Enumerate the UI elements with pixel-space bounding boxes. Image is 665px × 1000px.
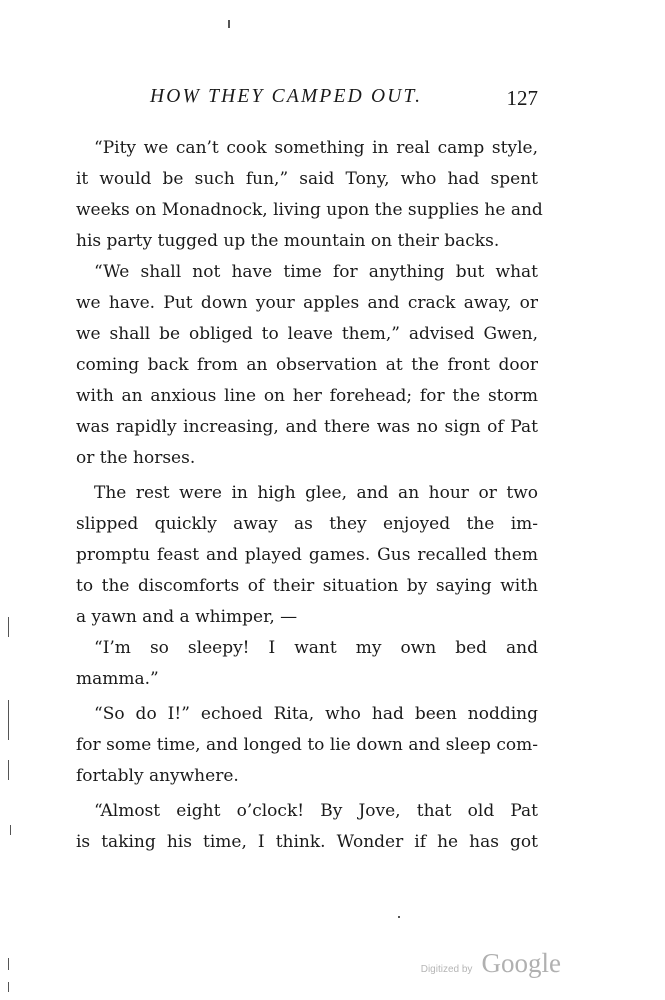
text-line: it would be such fun,” said Tony, who had spent <box>76 169 538 189</box>
scan-speck <box>398 916 400 918</box>
text-line: slipped quickly away as they enjoyed the im- <box>76 514 538 534</box>
page-number: 127 <box>506 86 538 110</box>
body-text <box>76 133 543 858</box>
text-line: fortably anywhere. <box>76 766 239 786</box>
text-line: “We shall not have time for anything but what <box>94 262 538 282</box>
google-logo: Google <box>481 948 561 978</box>
text-line: “So do I!” echoed Rita, who had been nodding <box>94 704 538 724</box>
text-line: or the horses. <box>76 448 196 468</box>
text-line: The rest were in high glee, and an hour or two <box>94 483 538 503</box>
scan-speck <box>8 958 9 970</box>
scan-speck <box>8 982 9 992</box>
text-line: we shall be obliged to leave them,” advised Gwen, <box>76 324 538 344</box>
scan-speck <box>8 760 9 780</box>
text-line: his party tugged up the mountain on their backs. <box>76 231 500 251</box>
text-line: is taking his time, I think. Wonder if he has got <box>76 832 538 852</box>
running-title: HOW THEY CAMPED OUT. <box>150 86 423 107</box>
scan-speck <box>228 20 230 28</box>
text-line: a yawn and a whimper, — <box>76 607 298 627</box>
text-line: coming back from an observation at the front door <box>76 355 538 375</box>
text-line: mamma.” <box>76 669 159 689</box>
text-line: to the discomforts of their situation by saying with <box>76 576 538 596</box>
text-line: for some time, and longed to lie down and sleep com- <box>76 735 538 755</box>
text-line: “Almost eight o’clock! By Jove, that old Pat <box>94 801 538 821</box>
digitized-watermark <box>421 948 561 979</box>
scan-speck <box>8 700 9 740</box>
running-head <box>150 86 540 116</box>
scan-speck <box>10 825 11 835</box>
text-line: with an anxious line on her forehead; for the storm <box>76 386 538 406</box>
watermark-small-text: Digitized by <box>420 964 473 975</box>
scan-speck <box>8 617 9 637</box>
text-line: “I’m so sleepy! I want my own bed and <box>94 638 538 658</box>
text-line: was rapidly increasing, and there was no sign of Pat <box>76 417 538 437</box>
text-line: weeks on Monadnock, living upon the supplies he and <box>76 200 543 220</box>
text-line: promptu feast and played games. Gus recalled them <box>76 545 538 565</box>
text-line: we have. Put down your apples and crack away, or <box>76 293 538 313</box>
text-line: “Pity we can’t cook something in real camp style, <box>94 138 538 158</box>
